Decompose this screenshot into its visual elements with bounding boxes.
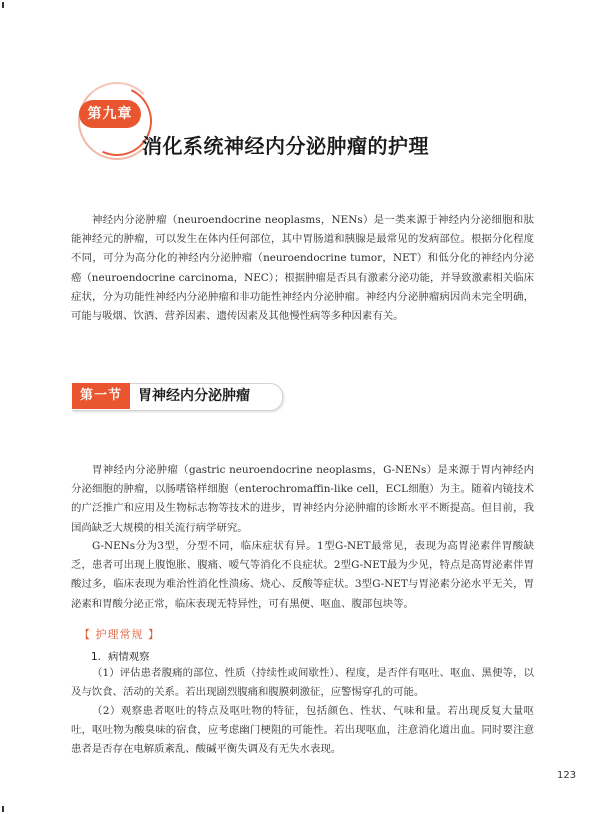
care-item: （1）评估患者腹痛的部位、性质（持续性或间歇性）、程度，是否伴有呕吐、呕血、黑便等，以及与饮食、活动的关系。若出现剧烈腹痛和腹膜刺激征，应警惕穿孔的可能。 (71, 667, 534, 699)
crop-mark (2, 806, 4, 812)
intro-paragraph: 神经内分泌肿瘤（neuroendocrine neoplasms，NENs）是一类来源于神经内分泌细胞和肽能神经元的肿瘤，可以发生在体内任何部位，其中胃肠道和胰腺是最常见的发病部位。根据分化程度不同，可分为高分化的神经内分泌肿瘤（neuroendocrine tumor，NET）和低分化的神经内分泌癌（neuroendocrine carcinoma，NEC）；根据肿瘤是否具有激素分泌功能，并导致激素相关临床症状，分为功能性神经内分泌肿瘤和非功能性神经内分泌肿瘤。神经内分泌肿瘤病因尚未完全明确，可能与吸烟、饮酒、营养因素、遗传因素及其他慢性病等多种因素有关。 (71, 214, 534, 323)
chapter-title: 消化系统神经内分泌肿瘤的护理 (142, 134, 429, 158)
crop-mark (2, 2, 4, 8)
chapter-badge: 第九章 (79, 100, 141, 128)
page-number: 123 (557, 770, 577, 781)
care-subheading: 1．病情观察 (91, 651, 150, 663)
care-label: 【 护理常规 】 (79, 628, 160, 641)
section-paragraph: G-NENs分为3型，分型不同，临床症状有异。1型G-NET最常见，表现为高胃泌素伴胃酸缺乏，患者可出现上腹饱胀、腹痛、嗳气等消化不良症状。2型G-NET最为少见，特点是高胃泌素伴胃酸过多，临床表现为难治性消化性溃疡、烧心、反酸等症状。3型G-NET与胃泌素分泌水平无关，胃泌素和胃酸分泌正常，临床表现无特异性，可有黑便、呕血、腹部包块等。 (71, 540, 534, 610)
section-title: 胃神经内分泌肿瘤 (138, 388, 250, 404)
section-paragraph: 胃神经内分泌肿瘤（gastric neuroendocrine neoplasms，G-NENs）是来源于胃内神经内分泌细胞的肿瘤，以肠嗜铬样细胞（enterochromaffin-like cell，ECL细胞）为主。随着内镜技术的广泛推广和应用及生物标志物等技术的进步，胃神经内分泌肿瘤的诊断水平不断提高。但目前，我国尚缺乏大规模的相关流行病学研究。 (71, 464, 534, 534)
care-item: （2）观察患者呕吐的特点及呕吐物的特征，包括颜色、性状、气味和量。若出现反复大量呕吐，呕吐物为酸臭味的宿食，应考虑幽门梗阻的可能性。若出现呕血，注意消化道出血。同时要注意患者是否存在电解质紊乱、酸碱平衡失调及有无失水表现。 (71, 705, 534, 756)
section-badge: 第一节 (72, 383, 130, 409)
